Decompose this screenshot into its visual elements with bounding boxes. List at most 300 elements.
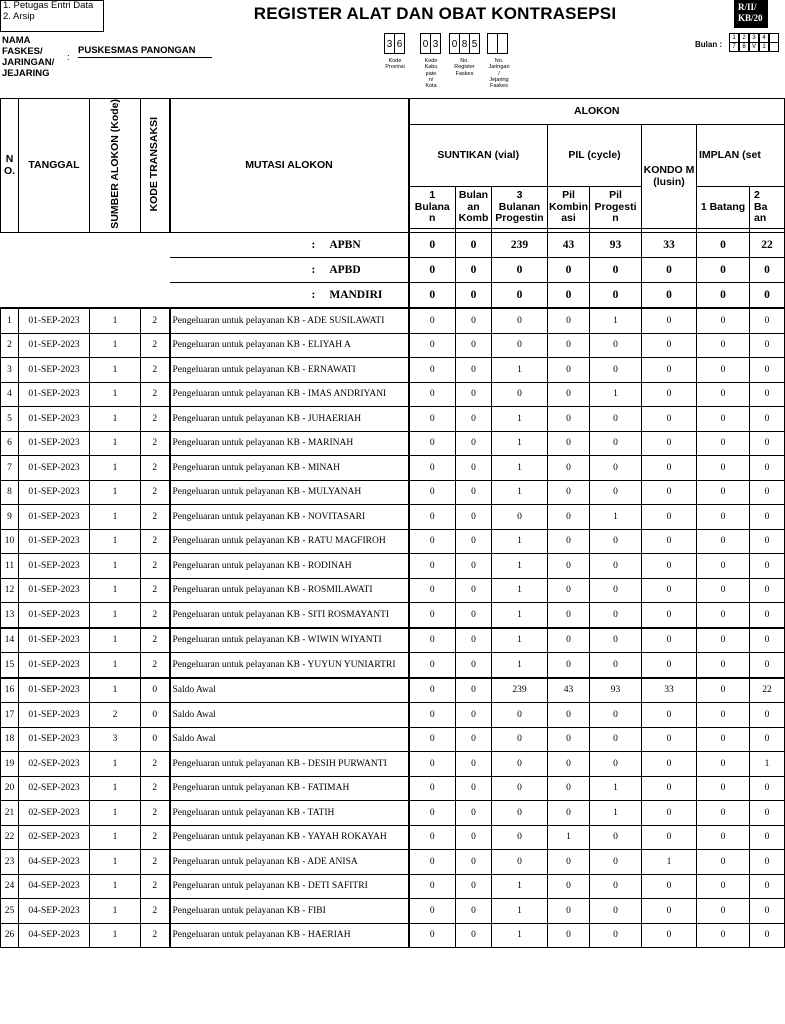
table-row	[1, 529, 785, 554]
code-label-line: No.	[494, 58, 504, 64]
row-value: 0	[548, 529, 590, 554]
code-label-line: Kabu	[424, 64, 438, 71]
row-value: 1	[492, 554, 548, 579]
register-code	[449, 33, 480, 77]
row-value: 0	[548, 603, 590, 628]
row-value: 0	[548, 358, 590, 383]
row-value: 0	[697, 653, 750, 678]
header-line: Pil	[609, 189, 622, 202]
facility-label-line: NAMA	[2, 35, 31, 46]
col-header-alokon: ALOKON	[409, 99, 785, 125]
row-value: 0	[456, 407, 492, 432]
table-row	[1, 752, 785, 777]
row-value: 0	[492, 850, 548, 875]
row-source-code: 1	[90, 850, 141, 875]
table-row	[1, 776, 785, 801]
row-value: 0	[697, 431, 750, 456]
col-header-pil: PIL (cycle)	[548, 125, 642, 187]
form-code-line-1: R/II/	[738, 2, 757, 12]
col-header-mutasi: MUTASI ALOKON	[170, 99, 409, 233]
row-value: 0	[697, 456, 750, 481]
table-row	[1, 850, 785, 875]
row-value: 0	[409, 333, 456, 358]
row-value: 0	[456, 480, 492, 505]
row-mutation: Pengeluaran untuk pelayanan KB - JUHAERIAH	[170, 407, 409, 432]
summary-row	[1, 258, 785, 283]
row-mutation: Pengeluaran untuk pelayanan KB - MARINAH	[170, 431, 409, 456]
row-source-code: 1	[90, 923, 141, 948]
col-header-suntik-1-bulanan	[409, 187, 456, 229]
col-header-no: N O.	[1, 99, 19, 233]
row-value: 0	[409, 874, 456, 899]
code-digit: 8	[459, 33, 470, 54]
row-value: 0	[750, 308, 785, 333]
row-value: 0	[697, 776, 750, 801]
row-value: 0	[750, 603, 785, 628]
col-header-suntikan: SUNTIKAN (vial)	[409, 125, 548, 187]
header-line: 3	[516, 189, 523, 202]
summary-value: 0	[492, 258, 548, 283]
row-value: 1	[492, 603, 548, 628]
col-header-implan-2-batang	[750, 187, 785, 229]
row-date: 01-SEP-2023	[19, 431, 90, 456]
row-value: 43	[548, 678, 590, 703]
row-transaction-code: 2	[141, 578, 170, 603]
row-value: 0	[409, 407, 456, 432]
row-value: 0	[750, 776, 785, 801]
row-value: 0	[456, 308, 492, 333]
row-value: 0	[697, 578, 750, 603]
row-value: 0	[409, 752, 456, 777]
table-row	[1, 456, 785, 481]
row-value: 0	[590, 456, 642, 481]
row-value: 1	[492, 628, 548, 653]
header-line: n	[429, 212, 436, 225]
row-date: 02-SEP-2023	[19, 776, 90, 801]
row-value: 1	[750, 752, 785, 777]
table-row	[1, 480, 785, 505]
row-source-code: 1	[90, 382, 141, 407]
row-number: 20	[1, 776, 19, 801]
form-code-line-2: KB/20	[738, 13, 763, 23]
row-value: 0	[456, 678, 492, 703]
row-value: 0	[548, 628, 590, 653]
summary-source-label	[170, 283, 409, 309]
summary-value: 0	[697, 258, 750, 283]
col-header-implan: IMPLAN (set	[697, 125, 785, 187]
row-date: 01-SEP-2023	[19, 554, 90, 579]
code-label-line: No.	[460, 58, 469, 64]
summary-value: 93	[590, 233, 642, 258]
row-value: 33	[642, 678, 697, 703]
row-mutation: Saldo Awal	[170, 703, 409, 728]
row-source-code: 1	[90, 899, 141, 924]
row-value: 0	[456, 653, 492, 678]
table-row	[1, 603, 785, 628]
row-value: 0	[697, 899, 750, 924]
summary-value: 0	[750, 283, 785, 309]
row-value: 0	[642, 603, 697, 628]
row-value: 0	[492, 752, 548, 777]
facility-colon: :	[67, 52, 70, 63]
col-header-pil-kombinasi	[548, 187, 590, 229]
row-value: 0	[750, 850, 785, 875]
row-value: 0	[697, 703, 750, 728]
summary-colon: :	[311, 264, 316, 277]
col-header-kondom: KONDO M (lusin)	[642, 125, 697, 229]
row-value: 0	[590, 431, 642, 456]
row-source-code: 1	[90, 578, 141, 603]
row-value: 0	[642, 431, 697, 456]
code-label-line: Provinsi	[385, 64, 405, 71]
row-transaction-code: 2	[141, 505, 170, 530]
code-label-line: Register	[454, 64, 475, 71]
row-number: 10	[1, 529, 19, 554]
row-mutation: Saldo Awal	[170, 678, 409, 703]
jaringan-code	[487, 33, 511, 89]
row-mutation: Pengeluaran untuk pelayanan KB - NOVITASARI	[170, 505, 409, 530]
row-value: 0	[642, 308, 697, 333]
row-value: 0	[590, 333, 642, 358]
row-value: 0	[590, 578, 642, 603]
row-source-code: 1	[90, 874, 141, 899]
row-value: 0	[697, 628, 750, 653]
row-value: 0	[642, 628, 697, 653]
row-date: 02-SEP-2023	[19, 801, 90, 826]
row-value: 0	[548, 874, 590, 899]
table-row	[1, 678, 785, 703]
summary-value: 33	[642, 233, 697, 258]
row-number: 16	[1, 678, 19, 703]
row-value: 0	[590, 480, 642, 505]
summary-value: 0	[409, 233, 456, 258]
row-value: 0	[697, 382, 750, 407]
row-transaction-code: 2	[141, 874, 170, 899]
summary-value: 0	[590, 283, 642, 309]
header-line: Ba	[754, 200, 768, 213]
month-cell	[769, 42, 779, 52]
row-number: 14	[1, 628, 19, 653]
row-value: 0	[456, 431, 492, 456]
row-date: 01-SEP-2023	[19, 308, 90, 333]
row-value: 0	[697, 505, 750, 530]
row-source-code: 1	[90, 776, 141, 801]
row-value: 0	[492, 333, 548, 358]
row-source-code: 1	[90, 505, 141, 530]
row-value: 0	[548, 850, 590, 875]
month-cell: 7	[729, 42, 739, 52]
row-value: 0	[409, 825, 456, 850]
summary-row	[1, 283, 785, 309]
summary-value: 43	[548, 233, 590, 258]
row-value: 0	[642, 653, 697, 678]
row-value: 0	[590, 407, 642, 432]
row-date: 01-SEP-2023	[19, 653, 90, 678]
row-value: 0	[409, 727, 456, 752]
table-row	[1, 308, 785, 333]
row-number: 6	[1, 431, 19, 456]
table-row	[1, 431, 785, 456]
row-value: 0	[409, 554, 456, 579]
row-value: 0	[409, 431, 456, 456]
row-value: 0	[590, 850, 642, 875]
table-row	[1, 505, 785, 530]
province-code	[384, 33, 410, 71]
month-cell: 3	[749, 33, 759, 43]
table-row	[1, 554, 785, 579]
row-mutation: Saldo Awal	[170, 727, 409, 752]
row-value: 0	[642, 554, 697, 579]
row-value: 0	[456, 776, 492, 801]
row-source-code: 1	[90, 603, 141, 628]
row-value: 0	[750, 703, 785, 728]
row-source-code: 1	[90, 431, 141, 456]
row-number: 8	[1, 480, 19, 505]
summary-value: 239	[492, 233, 548, 258]
row-date: 02-SEP-2023	[19, 752, 90, 777]
row-transaction-code: 2	[141, 358, 170, 383]
row-value: 1	[492, 653, 548, 678]
row-value: 0	[548, 899, 590, 924]
row-transaction-code: 2	[141, 899, 170, 924]
row-value: 0	[409, 703, 456, 728]
row-value: 0	[409, 776, 456, 801]
row-value: 0	[456, 899, 492, 924]
row-date: 01-SEP-2023	[19, 628, 90, 653]
row-number: 21	[1, 801, 19, 826]
row-source-code: 1	[90, 554, 141, 579]
row-value: 0	[642, 776, 697, 801]
row-value: 0	[697, 480, 750, 505]
row-number: 19	[1, 752, 19, 777]
row-value: 0	[548, 801, 590, 826]
row-value: 0	[590, 358, 642, 383]
row-value: 1	[590, 505, 642, 530]
row-value: 0	[642, 407, 697, 432]
row-value: 0	[697, 874, 750, 899]
row-number: 26	[1, 923, 19, 948]
code-label-line: pate	[425, 70, 437, 77]
row-mutation: Pengeluaran untuk pelayanan KB - TATIH	[170, 801, 409, 826]
row-value: 0	[590, 628, 642, 653]
row-value: 0	[409, 529, 456, 554]
summary-value: 0	[456, 283, 492, 309]
table-row	[1, 407, 785, 432]
row-transaction-code: 2	[141, 628, 170, 653]
row-value: 1	[492, 923, 548, 948]
row-mutation: Pengeluaran untuk pelayanan KB - MINAH	[170, 456, 409, 481]
row-value: 0	[750, 480, 785, 505]
row-value: 0	[642, 456, 697, 481]
row-transaction-code: 2	[141, 382, 170, 407]
summary-value: 0	[642, 258, 697, 283]
code-digit: 5	[469, 33, 480, 54]
row-value: 0	[590, 874, 642, 899]
row-value: 0	[642, 899, 697, 924]
row-date: 01-SEP-2023	[19, 578, 90, 603]
table-row	[1, 382, 785, 407]
row-value: 0	[492, 505, 548, 530]
row-value: 0	[590, 752, 642, 777]
row-value: 0	[642, 480, 697, 505]
row-value: 0	[697, 554, 750, 579]
row-value: 93	[590, 678, 642, 703]
row-value: 1	[590, 776, 642, 801]
row-value: 0	[492, 703, 548, 728]
row-value: 0	[590, 899, 642, 924]
row-transaction-code: 2	[141, 456, 170, 481]
row-value: 0	[548, 431, 590, 456]
row-source-code: 1	[90, 628, 141, 653]
row-date: 01-SEP-2023	[19, 480, 90, 505]
row-value: 0	[697, 529, 750, 554]
row-value: 0	[409, 653, 456, 678]
month-grid	[729, 33, 779, 51]
table-row	[1, 703, 785, 728]
row-value: 0	[750, 899, 785, 924]
row-value: 0	[697, 678, 750, 703]
header-line: 1	[429, 189, 436, 202]
row-value: 0	[590, 923, 642, 948]
row-value: 1	[492, 456, 548, 481]
row-value: 0	[750, 653, 785, 678]
row-value: 0	[750, 554, 785, 579]
col-header-suntik-3-bulanan	[492, 187, 548, 229]
row-value: 0	[697, 825, 750, 850]
row-value: 0	[492, 308, 548, 333]
row-mutation: Pengeluaran untuk pelayanan KB - YAYAH ROKAYAH	[170, 825, 409, 850]
row-value: 0	[697, 333, 750, 358]
row-number: 13	[1, 603, 19, 628]
row-mutation: Pengeluaran untuk pelayanan KB - RATU MAGFIROH	[170, 529, 409, 554]
row-value: 0	[750, 456, 785, 481]
row-value: 0	[456, 358, 492, 383]
row-number: 17	[1, 703, 19, 728]
row-value: 239	[492, 678, 548, 703]
col-header-kode	[141, 99, 170, 233]
row-value: 1	[642, 850, 697, 875]
row-value: 0	[456, 703, 492, 728]
facility-label-line: JARINGAN/	[2, 57, 55, 68]
row-value: 0	[548, 407, 590, 432]
row-source-code: 1	[90, 456, 141, 481]
row-value: 0	[409, 899, 456, 924]
register-table	[0, 98, 785, 948]
header-line: asi	[561, 212, 576, 225]
row-value: 0	[548, 776, 590, 801]
code-label-line: Faskes	[455, 70, 474, 77]
table-row	[1, 333, 785, 358]
row-value: 0	[642, 874, 697, 899]
table-row	[1, 874, 785, 899]
col-header-kode-text: KODE TRANSAKSI	[148, 116, 161, 212]
row-value: 0	[750, 358, 785, 383]
row-transaction-code: 2	[141, 308, 170, 333]
row-transaction-code: 2	[141, 554, 170, 579]
row-source-code: 1	[90, 308, 141, 333]
code-digit: 6	[394, 33, 405, 54]
row-value: 0	[590, 653, 642, 678]
row-value: 0	[642, 727, 697, 752]
row-value: 0	[409, 456, 456, 481]
summary-value: 0	[750, 258, 785, 283]
row-value: 0	[750, 333, 785, 358]
row-number: 12	[1, 578, 19, 603]
row-value: 0	[642, 752, 697, 777]
summary-value: 0	[456, 233, 492, 258]
row-mutation: Pengeluaran untuk pelayanan KB - SITI ROSMAYANTI	[170, 603, 409, 628]
facility-label	[2, 35, 72, 79]
header-line: 1 Batang	[700, 200, 746, 213]
row-value: 1	[492, 578, 548, 603]
header-line: Bulana	[414, 200, 450, 213]
row-value: 1	[492, 480, 548, 505]
row-value: 0	[750, 727, 785, 752]
row-date: 04-SEP-2023	[19, 874, 90, 899]
header-line: Bulanan	[498, 200, 541, 213]
row-value: 1	[590, 801, 642, 826]
table-row	[1, 825, 785, 850]
row-transaction-code: 2	[141, 480, 170, 505]
row-value: 0	[590, 703, 642, 728]
table-row	[1, 899, 785, 924]
col-header-pil-progestin	[590, 187, 642, 229]
table-row	[1, 653, 785, 678]
row-source-code: 1	[90, 752, 141, 777]
row-value: 0	[409, 678, 456, 703]
month-cell: 1	[729, 33, 739, 43]
row-value: 0	[409, 923, 456, 948]
distribution-box	[0, 0, 104, 32]
row-number: 25	[1, 899, 19, 924]
row-date: 01-SEP-2023	[19, 333, 90, 358]
summary-value: 0	[697, 283, 750, 309]
summary-colon: :	[311, 239, 316, 252]
summary-blank	[1, 233, 170, 258]
row-value: 0	[548, 578, 590, 603]
row-date: 04-SEP-2023	[19, 850, 90, 875]
code-digit: 3	[384, 33, 395, 54]
row-mutation: Pengeluaran untuk pelayanan KB - ADE ANISA	[170, 850, 409, 875]
row-value: 0	[697, 603, 750, 628]
row-value: 0	[750, 825, 785, 850]
summary-source-name: APBN	[329, 239, 361, 252]
row-value: 0	[750, 431, 785, 456]
row-mutation: Pengeluaran untuk pelayanan KB - MULYANAH	[170, 480, 409, 505]
row-number: 15	[1, 653, 19, 678]
summary-value: 0	[697, 233, 750, 258]
row-source-code: 2	[90, 703, 141, 728]
row-transaction-code: 2	[141, 776, 170, 801]
row-value: 0	[456, 850, 492, 875]
code-digit: 0	[420, 33, 431, 54]
col-header-tanggal: TANGGAL	[19, 99, 90, 233]
row-source-code: 3	[90, 727, 141, 752]
row-value: 0	[456, 333, 492, 358]
row-date: 01-SEP-2023	[19, 529, 90, 554]
row-transaction-code: 2	[141, 752, 170, 777]
row-value: 0	[750, 505, 785, 530]
table-row	[1, 578, 785, 603]
row-value: 0	[590, 825, 642, 850]
header-line: an	[467, 200, 480, 213]
header-line: 2	[754, 189, 760, 202]
row-mutation: Pengeluaran untuk pelayanan KB - YUYUN YUNIARTRI	[170, 653, 409, 678]
summary-value: 0	[409, 258, 456, 283]
row-number: 22	[1, 825, 19, 850]
row-source-code: 1	[90, 529, 141, 554]
row-source-code: 1	[90, 801, 141, 826]
